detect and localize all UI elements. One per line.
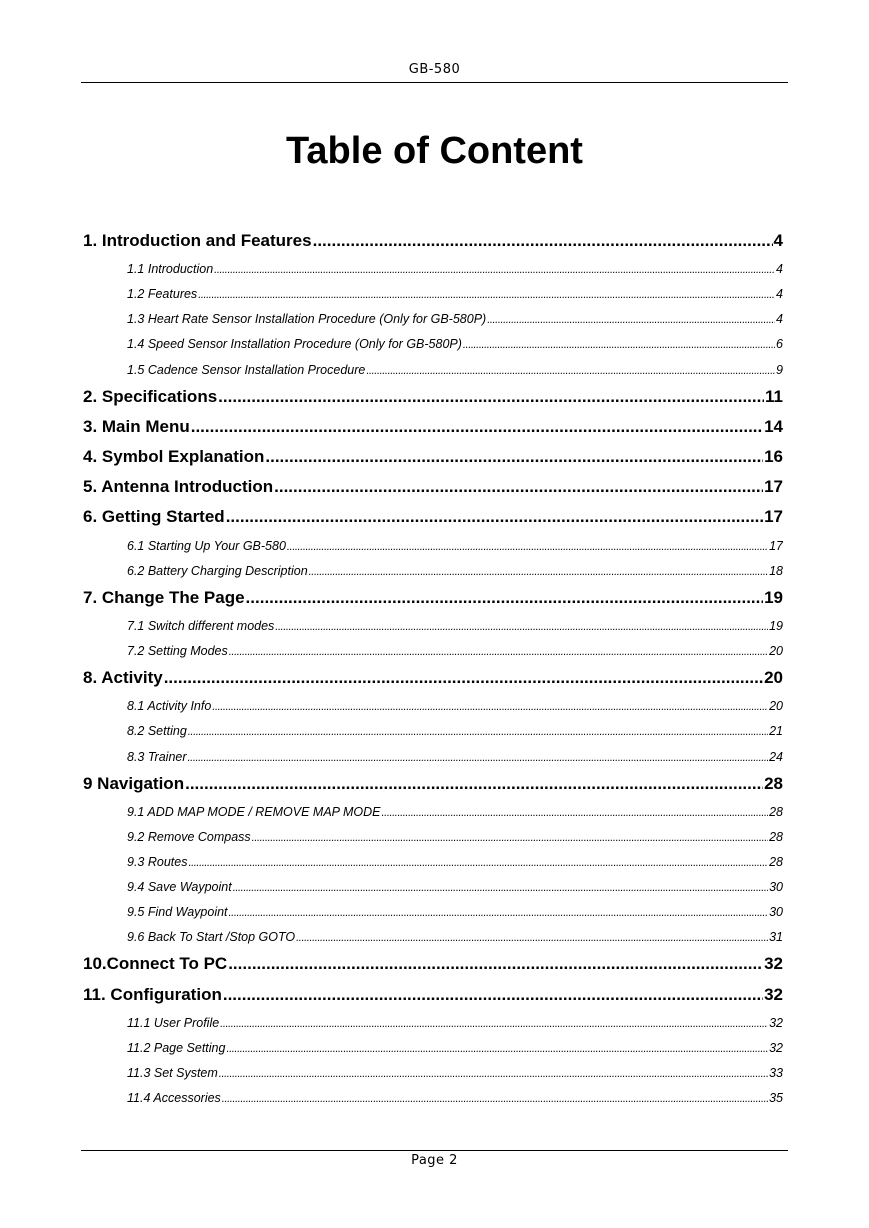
toc-subsection-entry (83, 826, 783, 851)
toc-subsection-entry (83, 876, 783, 901)
toc-entry-page-number: 20 (769, 644, 783, 659)
dot-leader (287, 536, 768, 558)
toc-subsection-entry (83, 283, 783, 308)
toc-entry-label: 8.1 Activity Info (127, 699, 212, 714)
dot-leader (164, 665, 763, 691)
toc-entry-label: 1.3 Heart Rate Sensor Installation Procedure (Only for GB-580P) (127, 312, 487, 327)
toc-entry-page-number: 9 (776, 362, 783, 377)
toc-subsection-entry (83, 851, 783, 876)
page-title: Table of Content (286, 130, 583, 172)
dot-leader (229, 641, 768, 663)
dot-leader (274, 474, 763, 500)
dot-leader (188, 747, 769, 769)
toc-entry-label: 11.3 Set System (127, 1065, 218, 1080)
toc-entry-page-number: 21 (769, 724, 783, 739)
toc-entry-label: 1.5 Cadence Sensor Installation Procedure (127, 362, 366, 377)
toc-entry-label: 8.2 Setting (127, 724, 187, 739)
toc-entry-page-number: 18 (769, 563, 783, 578)
toc-entry-page-number: 6 (776, 337, 783, 352)
toc-entry-page-number: 35 (769, 1091, 783, 1106)
dot-leader (313, 228, 773, 254)
toc-entry-label: 8. Activity (83, 668, 163, 688)
dot-leader (246, 585, 764, 611)
toc-subsection-entry (83, 1037, 783, 1062)
toc-entry-page-number: 17 (764, 507, 783, 527)
toc-entry-label: 11.1 User Profile (127, 1015, 220, 1030)
dot-leader (252, 827, 768, 849)
toc-subsection-entry (83, 695, 783, 720)
dot-leader (366, 360, 775, 382)
toc-entry-label: 11.2 Page Setting (127, 1040, 226, 1055)
page-header: GB-580 (81, 62, 788, 83)
toc-subsection-entry (83, 926, 783, 951)
dot-leader (296, 927, 768, 949)
toc-section-entry (83, 665, 783, 695)
toc-subsection-entry (83, 640, 783, 665)
toc-entry-page-number: 4 (776, 262, 783, 277)
dot-leader (188, 721, 768, 743)
toc-entry-label: 1.1 Introduction (127, 262, 214, 277)
toc-entry-page-number: 30 (769, 905, 783, 920)
toc-entry-page-number: 16 (764, 447, 783, 467)
dot-leader (275, 616, 768, 638)
toc-section-entry (83, 771, 783, 801)
toc-entry-page-number: 4 (776, 287, 783, 302)
toc-entry-page-number: 19 (769, 618, 783, 633)
toc-entry-page-number: 32 (764, 984, 783, 1004)
dot-leader (487, 309, 775, 331)
dot-leader (185, 771, 763, 797)
toc-entry-label: 9.1 ADD MAP MODE / REMOVE MAP MODE (127, 804, 381, 819)
dot-leader (188, 852, 768, 874)
toc-entry-label: 1. Introduction and Features (83, 231, 312, 250)
toc-entry-label: 10.Connect To PC (83, 954, 228, 974)
toc-entry-label: 9.6 Back To Start /Stop GOTO (127, 930, 296, 945)
toc-entry-label: 7.2 Setting Modes (127, 644, 228, 659)
toc-entry-page-number: 24 (769, 749, 783, 764)
toc-entry-label: 9 Navigation (83, 773, 185, 793)
toc-entry-page-number: 4 (776, 312, 783, 327)
toc-subsection-entry (83, 535, 783, 560)
toc-subsection-entry (83, 258, 783, 283)
toc-entry-label: 8.3 Trainer (127, 749, 187, 764)
toc-entry-label: 7. Change The Page (83, 587, 245, 607)
dot-leader (191, 414, 763, 440)
toc-entry-label: 11.4 Accessories (127, 1091, 221, 1106)
toc-entry-page-number: 17 (764, 477, 783, 497)
dot-leader (233, 877, 768, 899)
dot-leader (220, 1013, 768, 1035)
dot-leader (223, 982, 763, 1008)
toc-entry-page-number: 20 (769, 699, 783, 714)
toc-entry-label: 6. Getting Started (83, 507, 225, 527)
dot-leader (463, 334, 775, 356)
dot-leader (218, 384, 764, 410)
toc-entry-label: 9.2 Remove Compass (127, 829, 251, 844)
toc-entry-page-number: 14 (764, 416, 783, 436)
toc-entry-label: 9.3 Routes (127, 855, 188, 869)
toc-subsection-entry (83, 333, 783, 358)
dot-leader (214, 259, 775, 281)
toc-entry-label: 6.1 Starting Up Your GB-580 (127, 538, 286, 553)
toc-entry-page-number: 20 (764, 668, 783, 688)
toc-entry-page-number: 28 (769, 804, 783, 819)
toc-subsection-entry (83, 615, 783, 640)
dot-leader (382, 802, 769, 824)
toc-section-entry (83, 982, 783, 1012)
toc-section-entry (83, 585, 783, 615)
toc-entry-page-number: 28 (769, 829, 783, 844)
dot-leader (226, 504, 763, 530)
toc-entry-page-number: 19 (764, 587, 783, 607)
dot-leader (198, 284, 775, 306)
toc-entry-label: 11. Configuration (83, 984, 222, 1004)
toc-section-entry (83, 474, 783, 504)
dot-leader (222, 1088, 768, 1110)
dot-leader (265, 444, 763, 470)
toc-entry-page-number: 28 (769, 855, 783, 869)
toc-entry-page-number: 28 (764, 773, 783, 793)
toc-entry-label: 9.5 Find Waypoint (127, 905, 228, 920)
dot-leader (309, 561, 768, 583)
toc-section-entry (83, 951, 783, 981)
toc-subsection-entry (83, 359, 783, 384)
toc-section-entry (83, 384, 783, 414)
toc-entry-label: 4. Symbol Explanation (83, 447, 265, 467)
toc-entry-label: 1.4 Speed Sensor Installation Procedure (Only for GB-580P) (127, 337, 462, 352)
dot-leader (212, 696, 768, 718)
toc-entry-page-number: 11 (765, 386, 783, 406)
toc-entry-label: 3. Main Menu (83, 416, 190, 436)
toc-subsection-entry (83, 1087, 783, 1112)
dot-leader (228, 951, 763, 977)
toc-section-entry (83, 444, 783, 474)
toc-entry-label: 5. Antenna Introduction (83, 477, 274, 497)
toc-entry-page-number: 4 (773, 231, 783, 250)
page-footer: Page 2 (81, 1150, 788, 1168)
toc-entry-page-number: 30 (769, 880, 783, 895)
toc-subsection-entry (83, 560, 783, 585)
toc-subsection-entry (83, 901, 783, 926)
toc-section-entry (83, 228, 783, 258)
toc-subsection-entry (83, 720, 783, 745)
toc-section-entry (83, 414, 783, 444)
toc-subsection-entry (83, 1062, 783, 1087)
toc-entry-page-number: 17 (769, 538, 783, 553)
toc-subsection-entry (83, 746, 783, 771)
toc-entry-label: 6.2 Battery Charging Description (127, 563, 308, 578)
dot-leader (226, 1038, 768, 1060)
toc-entry-page-number: 32 (769, 1015, 783, 1030)
dot-leader (229, 902, 769, 924)
toc-subsection-entry (83, 1012, 783, 1037)
toc-subsection-entry (83, 308, 783, 333)
toc-section-entry (83, 504, 783, 534)
toc-entry-label: 2. Specifications (83, 386, 218, 406)
toc-subsection-entry (83, 801, 783, 826)
toc-entry-label: 9.4 Save Waypoint (127, 880, 232, 895)
toc-entry-label: 1.2 Features (127, 287, 198, 302)
dot-leader (219, 1063, 768, 1085)
toc-entry-page-number: 32 (769, 1040, 783, 1055)
toc-entry-label: 7.1 Switch different modes (127, 618, 275, 633)
toc-entry-page-number: 32 (764, 954, 783, 974)
table-of-contents (83, 228, 783, 1112)
toc-entry-page-number: 31 (769, 930, 783, 945)
toc-entry-page-number: 33 (769, 1065, 783, 1080)
